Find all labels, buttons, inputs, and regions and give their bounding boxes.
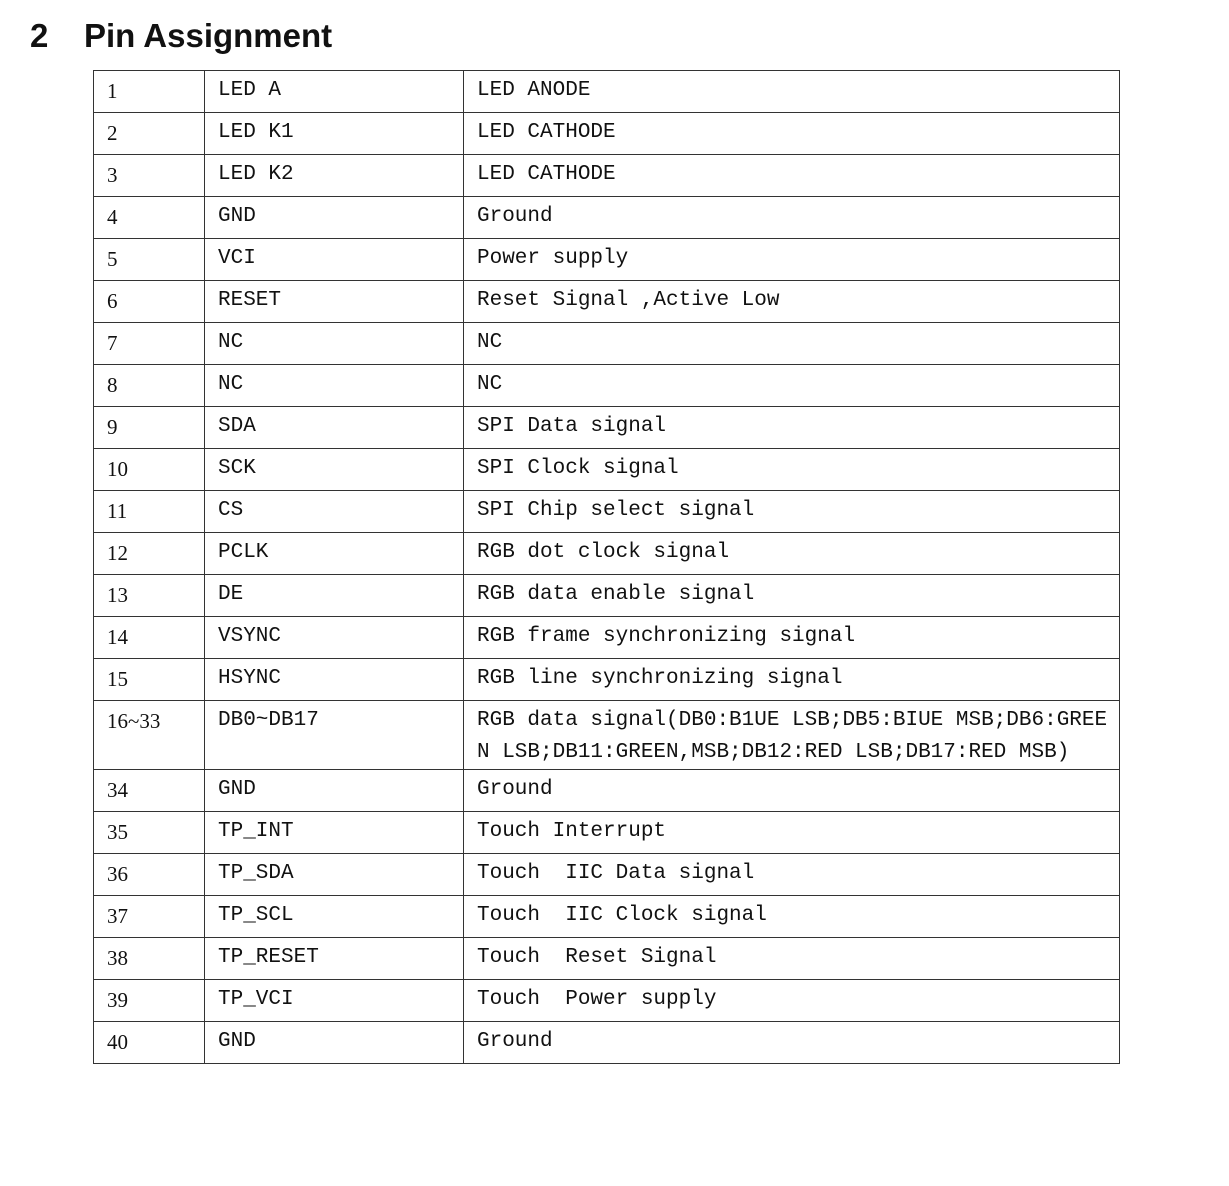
pin-symbol-cell: CS bbox=[205, 491, 464, 533]
pin-description-cell: Touch IIC Data signal bbox=[464, 854, 1120, 896]
pin-number-cell: 36 bbox=[94, 854, 205, 896]
pin-symbol-cell: NC bbox=[205, 365, 464, 407]
pin-symbol-cell: VSYNC bbox=[205, 617, 464, 659]
table-row bbox=[94, 155, 1120, 197]
section-number: 2 bbox=[30, 17, 49, 54]
pin-number-cell: 8 bbox=[94, 365, 205, 407]
pin-number-cell: 39 bbox=[94, 980, 205, 1022]
pin-description-cell: Ground bbox=[464, 197, 1120, 239]
pin-description-cell: NC bbox=[464, 365, 1120, 407]
pin-number-cell: 9 bbox=[94, 407, 205, 449]
table-row bbox=[94, 812, 1120, 854]
pin-symbol-cell: LED K1 bbox=[205, 113, 464, 155]
table-row bbox=[94, 1022, 1120, 1064]
pin-description-cell: SPI Data signal bbox=[464, 407, 1120, 449]
table-row bbox=[94, 71, 1120, 113]
pin-number-cell: 4 bbox=[94, 197, 205, 239]
table-row bbox=[94, 896, 1120, 938]
table-row bbox=[94, 113, 1120, 155]
pin-number-cell: 12 bbox=[94, 533, 205, 575]
pin-description-cell: RGB data signal(DB0:B1UE LSB;DB5:BIUE MSB;DB6:GREEN LSB;DB11:GREEN,MSB;DB12:RED LSB;DB17:RED MSB) bbox=[464, 701, 1120, 770]
table-row bbox=[94, 575, 1120, 617]
pin-description-cell: RGB line synchronizing signal bbox=[464, 659, 1120, 701]
table-row bbox=[94, 323, 1120, 365]
pin-description-cell: Touch IIC Clock signal bbox=[464, 896, 1120, 938]
pin-symbol-cell: TP_SDA bbox=[205, 854, 464, 896]
pin-symbol-cell: SCK bbox=[205, 449, 464, 491]
pin-number-cell: 3 bbox=[94, 155, 205, 197]
pin-number-cell: 6 bbox=[94, 281, 205, 323]
pin-symbol-cell: RESET bbox=[205, 281, 464, 323]
pin-symbol-cell: PCLK bbox=[205, 533, 464, 575]
pin-description-cell: Touch Reset Signal bbox=[464, 938, 1120, 980]
table-row bbox=[94, 617, 1120, 659]
pin-description-cell: LED CATHODE bbox=[464, 113, 1120, 155]
pin-symbol-cell: GND bbox=[205, 1022, 464, 1064]
pin-assignment-table bbox=[93, 70, 1120, 1064]
pin-description-cell: Touch Interrupt bbox=[464, 812, 1120, 854]
pin-number-cell: 1 bbox=[94, 71, 205, 113]
pin-number-cell: 35 bbox=[94, 812, 205, 854]
pin-symbol-cell: GND bbox=[205, 770, 464, 812]
table-row bbox=[94, 854, 1120, 896]
pin-number-cell: 15 bbox=[94, 659, 205, 701]
pin-symbol-cell: DB0~DB17 bbox=[205, 701, 464, 770]
pin-symbol-cell: SDA bbox=[205, 407, 464, 449]
pin-number-cell: 34 bbox=[94, 770, 205, 812]
table-row bbox=[94, 491, 1120, 533]
pin-table-body bbox=[94, 71, 1120, 1064]
pin-symbol-cell: VCI bbox=[205, 239, 464, 281]
pin-number-cell: 11 bbox=[94, 491, 205, 533]
pin-number-cell: 16~33 bbox=[94, 701, 205, 770]
table-row bbox=[94, 449, 1120, 491]
pin-description-cell: Ground bbox=[464, 1022, 1120, 1064]
table-row bbox=[94, 659, 1120, 701]
table-row bbox=[94, 281, 1120, 323]
pin-symbol-cell: GND bbox=[205, 197, 464, 239]
table-row bbox=[94, 239, 1120, 281]
pin-description-cell: Ground bbox=[464, 770, 1120, 812]
table-row bbox=[94, 365, 1120, 407]
pin-description-cell: SPI Chip select signal bbox=[464, 491, 1120, 533]
table-row bbox=[94, 197, 1120, 239]
pin-number-cell: 40 bbox=[94, 1022, 205, 1064]
table-row bbox=[94, 701, 1120, 770]
pin-symbol-cell: HSYNC bbox=[205, 659, 464, 701]
table-row bbox=[94, 533, 1120, 575]
pin-description-cell: Touch Power supply bbox=[464, 980, 1120, 1022]
pin-symbol-cell: LED K2 bbox=[205, 155, 464, 197]
pin-description-cell: Reset Signal ,Active Low bbox=[464, 281, 1120, 323]
pin-symbol-cell: TP_SCL bbox=[205, 896, 464, 938]
pin-number-cell: 38 bbox=[94, 938, 205, 980]
table-row bbox=[94, 407, 1120, 449]
pin-description-cell: Power supply bbox=[464, 239, 1120, 281]
pin-symbol-cell: LED A bbox=[205, 71, 464, 113]
pin-description-cell: NC bbox=[464, 323, 1120, 365]
table-row bbox=[94, 980, 1120, 1022]
pin-description-cell: LED ANODE bbox=[464, 71, 1120, 113]
pin-symbol-cell: TP_RESET bbox=[205, 938, 464, 980]
pin-number-cell: 37 bbox=[94, 896, 205, 938]
pin-description-cell: RGB dot clock signal bbox=[464, 533, 1120, 575]
table-row bbox=[94, 770, 1120, 812]
pin-symbol-cell: TP_INT bbox=[205, 812, 464, 854]
pin-description-cell: LED CATHODE bbox=[464, 155, 1120, 197]
pin-number-cell: 2 bbox=[94, 113, 205, 155]
pin-description-cell: RGB frame synchronizing signal bbox=[464, 617, 1120, 659]
pin-number-cell: 5 bbox=[94, 239, 205, 281]
pin-symbol-cell: DE bbox=[205, 575, 464, 617]
table-row bbox=[94, 938, 1120, 980]
pin-number-cell: 13 bbox=[94, 575, 205, 617]
pin-description-cell: RGB data enable signal bbox=[464, 575, 1120, 617]
pin-description-cell: SPI Clock signal bbox=[464, 449, 1120, 491]
pin-number-cell: 7 bbox=[94, 323, 205, 365]
pin-symbol-cell: NC bbox=[205, 323, 464, 365]
section-title: Pin Assignment bbox=[84, 17, 333, 54]
pin-symbol-cell: TP_VCI bbox=[205, 980, 464, 1022]
pin-number-cell: 14 bbox=[94, 617, 205, 659]
section-heading bbox=[30, 14, 332, 58]
pin-number-cell: 10 bbox=[94, 449, 205, 491]
